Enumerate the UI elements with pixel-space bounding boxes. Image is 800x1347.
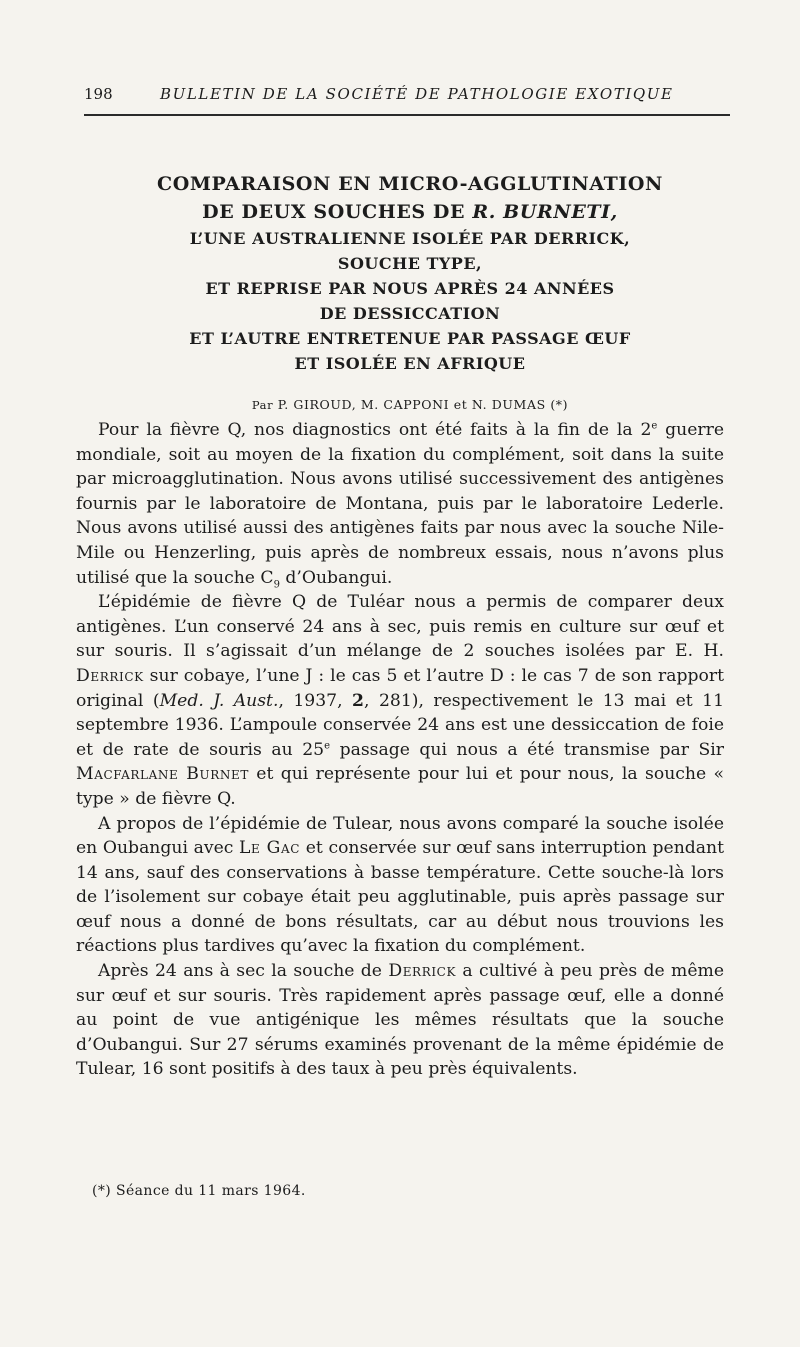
footnote-marker: (*) bbox=[550, 397, 569, 412]
footnote-marker: (*) bbox=[92, 1183, 112, 1199]
p2-text-e: passage qui nous a été transmise par Sir bbox=[330, 739, 724, 760]
title-line-5: ET REPRISE PAR NOUS APRÈS 24 ANNÉES bbox=[205, 279, 615, 298]
author-macfarlane-burnet: Macfarlane Burnet bbox=[76, 764, 249, 785]
header-rule bbox=[84, 114, 730, 116]
title-line-2 bbox=[120, 198, 700, 226]
author-derrick: Derrick bbox=[76, 665, 144, 686]
paragraph-3 bbox=[76, 812, 724, 960]
p2-text-f: et qui représente pour lui et pour nous, la souche « type » de fièvre Q. bbox=[76, 764, 725, 809]
p2-text-c: , 1937, bbox=[278, 690, 353, 711]
paragraph-2 bbox=[76, 590, 724, 811]
article-body bbox=[76, 418, 724, 1082]
p1-text-b: guerre mondiale, soit au moyen de la fixation du complément, soit dans la suite par microagglutination. Nous avons utilisé successivement des antigènes fournis par le laboratoire de Montana, puis par le laboratoire Lederle. Nous avons utilisé aussi des antigènes faits par nous avec la souche Nile-Mile ou Henzerling, puis après de nombreux essais, nous n’avons plus utilisé que la souche C bbox=[76, 420, 724, 588]
p4-text-b: a cultivé à peu près de même sur œuf et sur souris. Très rapidement après passage œuf, elle a donné au point de vue antigénique les mêmes résultats que la souche d’Oubangui. Sur 27 sérums examinés provenant de la même épidémie de Tulear, 16 sont positifs à des taux à peu près équivalents. bbox=[76, 961, 724, 1080]
p1-subscript: 9 bbox=[273, 579, 280, 590]
p3-text-b: et conservée sur œuf sans interruption pendant 14 ans, sauf des conservations à basse température. Cette souche-là lors de l’isolement sur cobaye était peu agglutinable, puis après passage sur œuf nous a donné de bons résultats, car au début nous trouvions les réactions plus tardives qu’avec la fixation du complément. bbox=[76, 838, 724, 957]
p2-superscript: e bbox=[324, 739, 331, 751]
p2-text-b: sur cobaye, l’une J : le cas 5 et l’autre D : le cas 7 de son rapport original ( bbox=[76, 665, 724, 711]
authors-line bbox=[120, 396, 700, 414]
paragraph-1 bbox=[76, 418, 724, 590]
page-number: 198 bbox=[84, 85, 113, 103]
footnote-rule bbox=[84, 1172, 204, 1173]
footnote bbox=[92, 1181, 692, 1201]
title-line-1: COMPARAISON EN MICRO-AGGLUTINATION bbox=[157, 173, 663, 195]
organism-name: R. BURNETI, bbox=[472, 201, 618, 223]
title-line-6: DE DESSICCATION bbox=[319, 304, 501, 323]
author-le-gac: Le Gac bbox=[239, 838, 301, 859]
author-derrick: Derrick bbox=[388, 961, 457, 982]
p1-text-c: d’Oubangui. bbox=[279, 567, 393, 588]
paragraph-4 bbox=[76, 959, 724, 1082]
p2-text-d: , 281), respectivement le 13 mai et 11 septembre 1936. L’ampoule conservée 24 ans est une dessiccation de foie et de rate de souris au 25 bbox=[76, 690, 725, 760]
title-line-7: ET L’AUTRE ENTRETENUE PAR PASSAGE ŒUF bbox=[189, 329, 631, 348]
authors-prefix: Par bbox=[251, 398, 274, 412]
citation-volume: 2 bbox=[352, 690, 365, 711]
title-line-3: L’UNE AUSTRALIENNE ISOLÉE PAR DERRICK, bbox=[189, 229, 631, 248]
p2-text-a: L’épidémie de fièvre Q de Tuléar nous a permis de comparer deux antigènes. L’un conservé 24 ans à sec, puis remis en culture sur œuf et sur souris. Il s’agissait d’un mélange de 2 souches isolées par E. H. bbox=[76, 592, 724, 662]
title-line-4: SOUCHE TYPE, bbox=[337, 254, 483, 273]
journal-citation: Med. J. Aust. bbox=[159, 690, 279, 711]
journal-title: BULLETIN DE LA SOCIÉTÉ DE PATHOLOGIE EXOTIQUE bbox=[160, 85, 674, 103]
article-title bbox=[120, 170, 700, 376]
p1-superscript: e bbox=[651, 420, 658, 432]
p1-text-a: Pour la fièvre Q, nos diagnostics ont été faits à la fin de la 2 bbox=[98, 420, 652, 440]
p3-text-a: A propos de l’épidémie de Tulear, nous avons comparé la souche isolée en Oubangui avec bbox=[76, 813, 724, 859]
author-names: P. GIROUD, M. CAPPONI et N. DUMAS bbox=[277, 397, 546, 412]
p4-text-a: Après 24 ans à sec la souche de bbox=[98, 961, 389, 982]
title-line-8: ET ISOLÉE EN AFRIQUE bbox=[294, 354, 526, 373]
footnote-text: Séance du 11 mars 1964. bbox=[115, 1183, 306, 1199]
title-line-2-text: DE DEUX SOUCHES DE bbox=[202, 201, 473, 223]
